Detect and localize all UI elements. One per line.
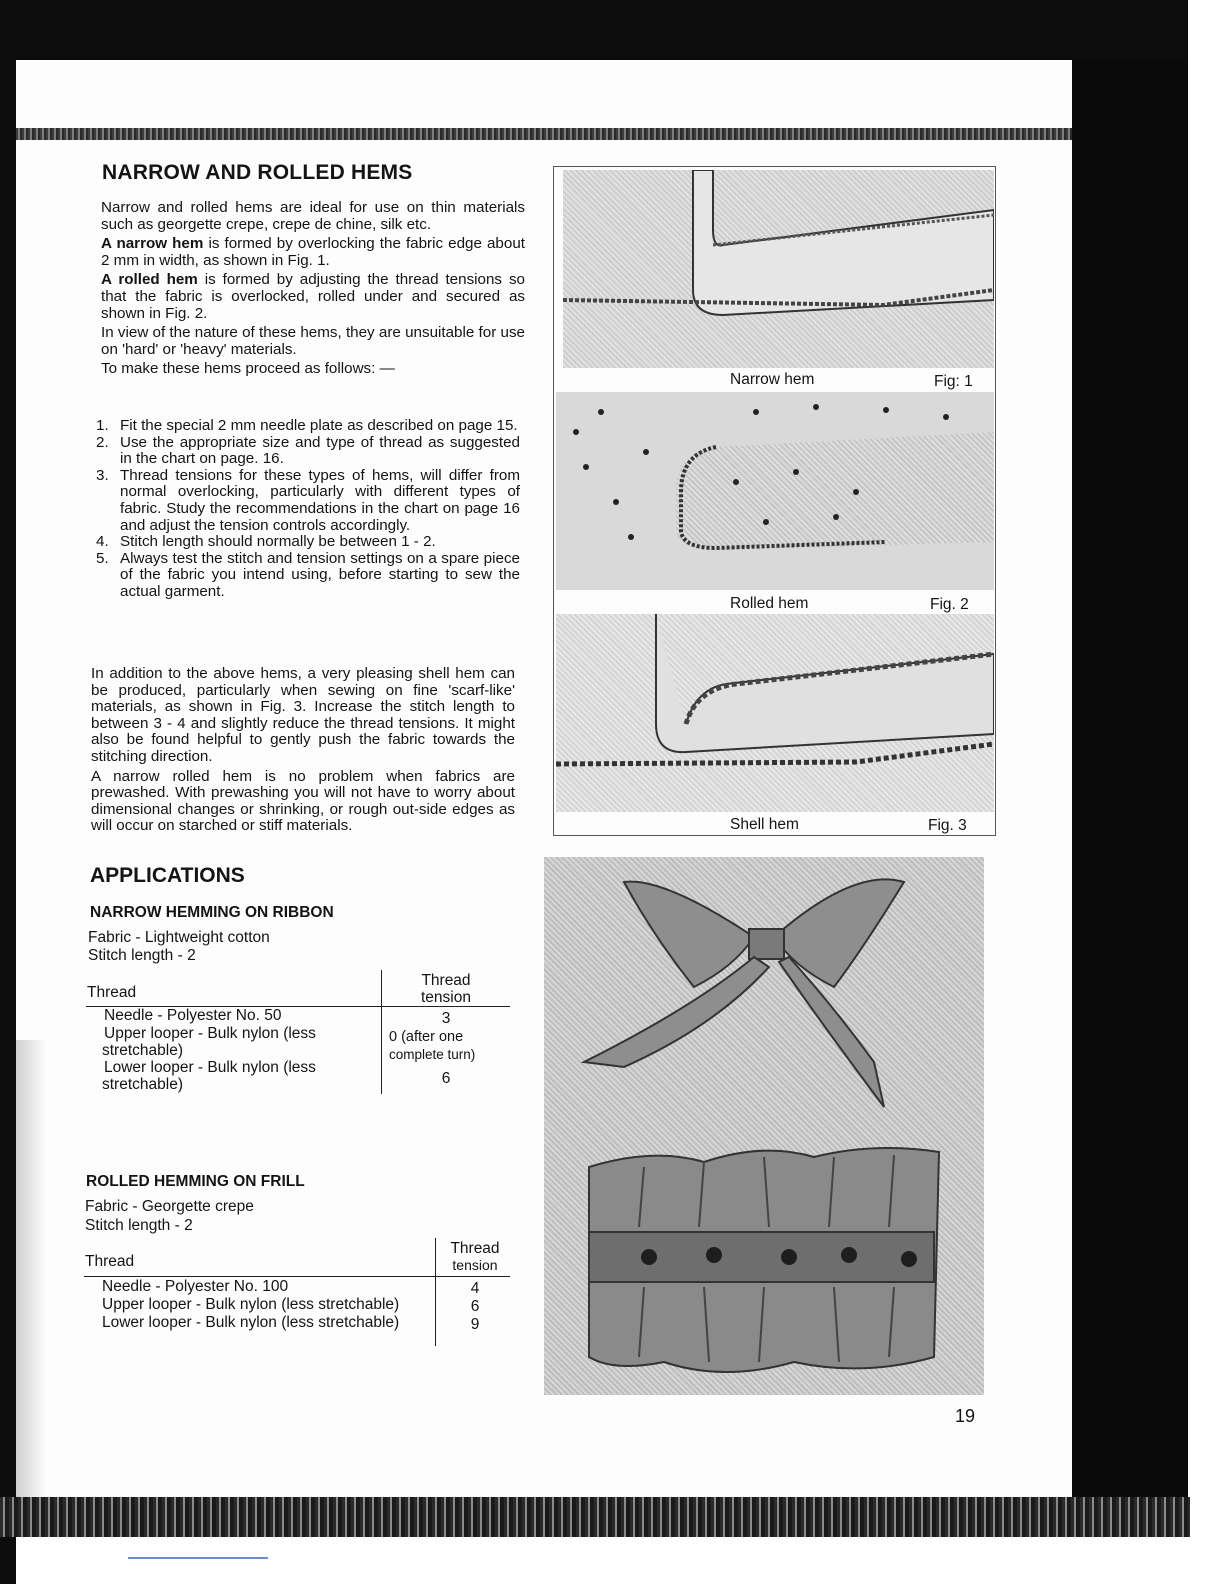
shell-hem-illustration: [556, 614, 994, 812]
app1-table-divider: [381, 970, 382, 1094]
page-shadow: [16, 1040, 46, 1500]
intro-paragraph-4: In view of the nature of these hems, they are unsuitable for use on 'hard' or 'heavy' materials.: [101, 324, 525, 358]
app2-tensions: [438, 1280, 512, 1334]
frill-illustration: [589, 1148, 939, 1372]
table-cell: 0 (after one complete turn): [389, 1029, 476, 1062]
fig2-label: Fig. 2: [930, 596, 969, 613]
app2-stitch: Stitch length - 2: [85, 1217, 193, 1234]
table-row: Upper looper - Bulk nylon (less stretchable): [102, 1296, 400, 1313]
app2-table-rule: [84, 1276, 510, 1277]
page-number: 19: [955, 1406, 976, 1426]
ribbon-bow-illustration: [544, 857, 984, 1395]
table-row: Needle - Polyester No. 50: [104, 1007, 282, 1024]
scan-margin-right: [1188, 0, 1224, 1584]
scan-border-left: [0, 0, 16, 1584]
table-row: Needle - Polyester No. 100: [102, 1278, 289, 1295]
header-rule: [16, 128, 1072, 140]
app2-col-thread: Thread: [85, 1253, 135, 1270]
table-row: Upper looper - Bulk nylon (less stretchable): [102, 1025, 316, 1059]
steps-list: [96, 418, 520, 604]
list-item: 4. Stitch length should normally be between 1 - 2.: [96, 533, 436, 551]
closing-text: [91, 666, 515, 838]
rolled-hem-illustration: [556, 392, 994, 590]
table-cell: 6: [470, 1298, 480, 1315]
fig3-label: Fig. 3: [928, 817, 967, 834]
list-item: 5. Always test the stitch and tension settings on a spare piece of the fabric you intend using, before starting to sew the actual garment.: [96, 549, 520, 600]
app2-fabric: Fabric - Georgette crepe: [85, 1198, 254, 1215]
app2-col-tension: Thread tension: [450, 1240, 500, 1273]
intro-paragraph-5: To make these hems proceed as follows: —: [101, 360, 395, 378]
intro-paragraph-2: A narrow hem is formed by overlocking the fabric edge about 2 mm in width, as shown in Fig. 1.: [101, 235, 525, 269]
scan-border-top: [0, 0, 1224, 60]
table-cell: 6: [441, 1070, 451, 1087]
fig1-photo: [563, 170, 994, 368]
app2-rows: [102, 1278, 399, 1332]
intro-paragraph-1: Narrow and rolled hems are ideal for use on thin materials such as georgette crepe, crepe de chine, silk etc.: [101, 199, 525, 233]
list-item: 2. Use the appropriate size and type of thread as suggested in the chart on page. 16.: [96, 433, 520, 468]
intro-text: [101, 200, 525, 381]
table-cell: 9: [470, 1316, 480, 1333]
scan-border-bottom: [0, 1497, 1190, 1537]
fig2-photo: [556, 392, 994, 590]
table-cell: 4: [470, 1280, 480, 1297]
table-cell: 3: [441, 1010, 451, 1027]
table-row: Lower looper - Bulk nylon (less stretchable): [102, 1059, 316, 1093]
fig1-caption: Narrow hem: [730, 371, 815, 388]
intro-paragraph-3: A rolled hem is formed by adjusting the thread tensions so that the fabric is overlocked, rolled under and secured as shown in Fig. 2.: [101, 271, 525, 322]
narrow-hem-illustration: [563, 170, 994, 368]
list-item: 1. Fit the special 2 mm needle plate as described on page 15.: [96, 417, 518, 434]
app1-stitch: Stitch length - 2: [88, 947, 196, 964]
fig2-caption: Rolled hem: [730, 595, 809, 612]
list-item: 3. Thread tensions for these types of hems, will differ from normal overlocking, particularly with different types of fabric. Study the recommendations in the chart on page 16 and adjust the tension controls accordingly.: [96, 466, 520, 534]
scan-artifact-line: [128, 1557, 268, 1559]
app1-col-tension: Thread tension: [421, 972, 471, 1006]
fig3-photo: [556, 614, 994, 812]
app1-fabric: Fabric - Lightweight cotton: [88, 929, 270, 946]
app2-title: ROLLED HEMMING ON FRILL: [86, 1173, 305, 1190]
applications-heading: APPLICATIONS: [90, 864, 245, 887]
table-row: Lower looper - Bulk nylon (less stretchable): [102, 1314, 400, 1331]
shell-paragraph: In addition to the above hems, a very pleasing shell hem can be produced, particularly when sewing on fine 'scarf-like' materials, as shown in Fig. 3. Increase the stitch length to between 3 - 4 and slightly reduce the thread tensions. It might also be found helpful to gently push the fabric towards the stitching direction.: [91, 665, 515, 765]
prewash-paragraph: A narrow rolled hem is no problem when fabrics are prewashed. With prewashing you will not have to worry about dimensional changes or shrinking, or rough out-side edges as will occur on starched or stiff materials.: [91, 767, 515, 835]
page-heading: NARROW AND ROLLED HEMS: [102, 161, 413, 184]
fig3-caption: Shell hem: [730, 816, 799, 833]
applications-illustration: [544, 857, 984, 1395]
app2-table-divider: [435, 1238, 436, 1346]
app1-col-thread: Thread: [87, 984, 137, 1001]
fig1-label: Fig: 1: [934, 373, 973, 390]
app1-title: NARROW HEMMING ON RIBBON: [90, 904, 334, 921]
